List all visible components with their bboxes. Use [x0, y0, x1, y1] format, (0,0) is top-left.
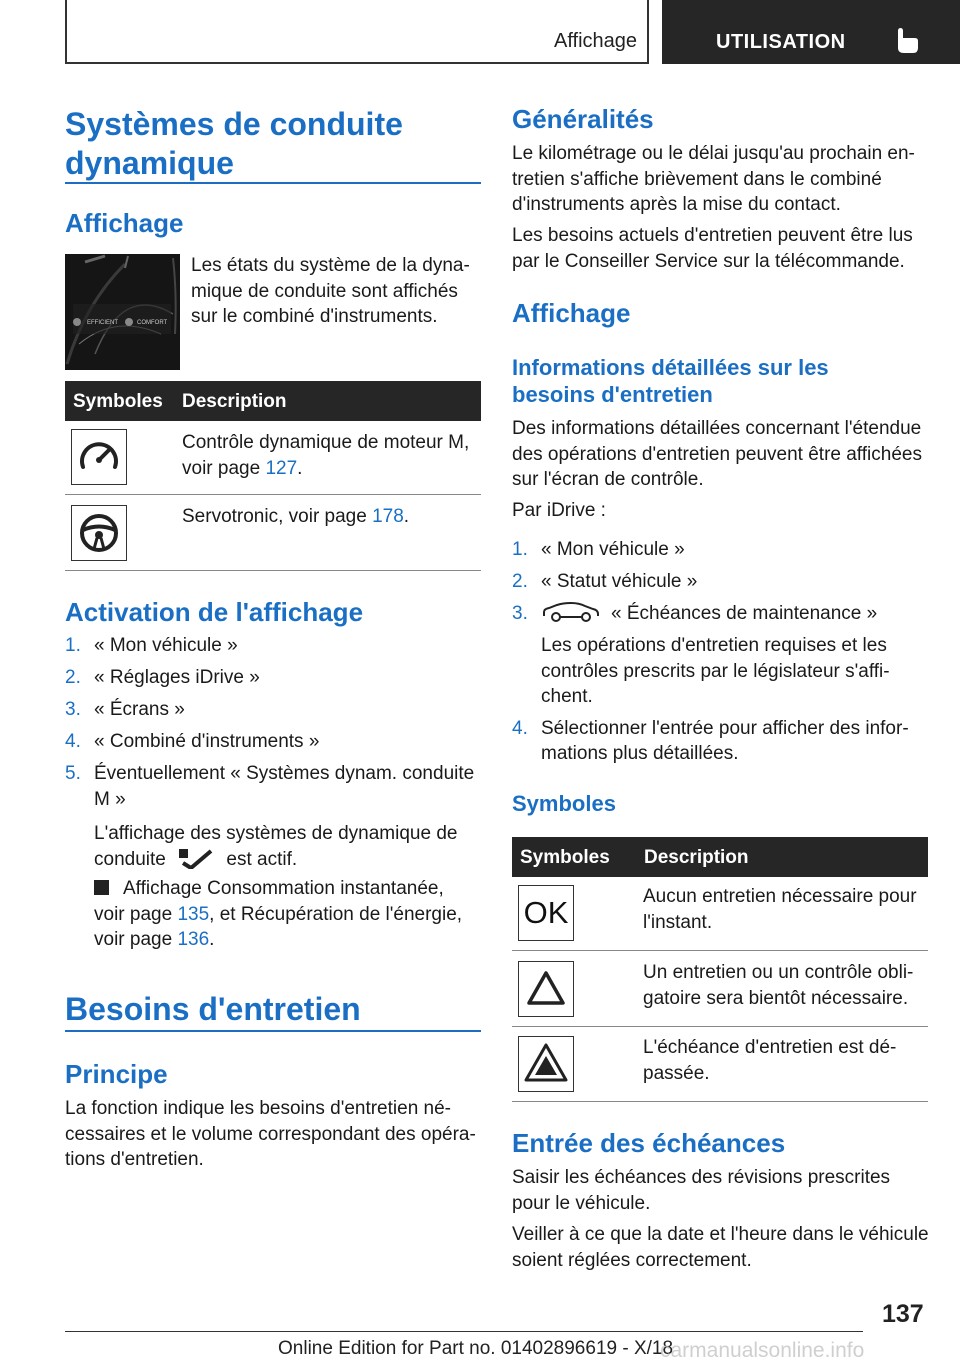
col-header-description: Description	[182, 391, 287, 412]
page-number: 137	[882, 1300, 924, 1328]
section-title-dynamic-systems	[65, 105, 481, 183]
list-item	[65, 761, 481, 812]
list-number: 3.	[65, 699, 81, 720]
text-fragment: .	[209, 929, 215, 950]
text-fragment: Affichage Consommation instantanée,	[123, 878, 444, 899]
list-text: « Mon véhicule »	[94, 635, 238, 656]
text-line: d'instruments après la mise du contact.	[512, 194, 841, 215]
text-line: Veiller à ce que la date et l'heure dans le véhicule	[512, 1224, 929, 1245]
list-item	[65, 633, 481, 665]
text-line: soient réglées correctement.	[512, 1249, 752, 1271]
list-text: M »	[94, 788, 126, 810]
deadlines-paragraph-1	[512, 1165, 932, 1216]
text-fragment: , et Récupération de l'énergie,	[209, 903, 463, 925]
text-line: gatoire sera bientôt nécessaire.	[643, 987, 909, 1009]
text-line: cessaires et le volume correspondant des opéra-	[65, 1123, 476, 1145]
list-number: 3.	[512, 603, 528, 624]
left-title-block	[65, 105, 481, 183]
table-divider	[65, 570, 481, 571]
table-divider	[65, 494, 481, 495]
step5-result	[94, 821, 480, 872]
text-fragment: .	[403, 506, 410, 527]
general-paragraph-1	[512, 141, 932, 218]
text-line: Un entretien ou un contrôle obli-	[643, 962, 914, 983]
display-heading-right: Affichage	[512, 298, 631, 328]
table-row-2-description	[182, 504, 480, 530]
deadlines-paragraph-2	[512, 1222, 932, 1273]
ok-icon-text: OK	[523, 895, 569, 930]
text-line: L'affichage des systèmes de dynamique de	[94, 823, 458, 844]
page-link-136[interactable]: 136	[177, 929, 210, 950]
title-line-1: Systèmes de conduite	[65, 106, 403, 142]
symbols-table-header	[65, 381, 481, 421]
text-line: L'échéance d'entretien est dé-	[643, 1037, 897, 1058]
display-heading: Affichage	[65, 208, 184, 238]
symbols-heading: Symboles	[512, 791, 616, 816]
footer-rule	[65, 1331, 863, 1332]
text-line: Contrôle dynamique de moteur M,	[182, 432, 470, 453]
cluster-label-efficient: EFFICIENT	[87, 320, 118, 326]
list-item	[512, 537, 932, 569]
principle-heading: Principe	[65, 1059, 168, 1089]
header-chapter-label: UTILISATION	[716, 31, 846, 53]
list-text: « Statut véhicule »	[541, 571, 698, 592]
table-row-1-description	[182, 430, 480, 481]
text-fragment: .	[297, 457, 303, 479]
text-fragment: conduite	[94, 848, 166, 870]
text-line: des opérations d'entretien peuvent être affichées	[512, 443, 922, 465]
text-line: mique de conduite sont affichés	[191, 280, 458, 302]
details-heading	[512, 354, 829, 408]
general-heading: Généralités	[512, 104, 654, 134]
watermark: carmanualsonline.info	[660, 1339, 865, 1362]
text-line: La fonction indique les besoins d'entretien né-	[65, 1098, 452, 1119]
symbol-row-2-description	[643, 960, 931, 1011]
page-link-178[interactable]: 178	[372, 506, 404, 527]
text-line: tretien s'affiche brièvement dans le combiné	[512, 168, 882, 190]
table-divider	[512, 1026, 928, 1027]
principle-text	[65, 1096, 481, 1173]
list-item	[65, 729, 481, 761]
list-item	[65, 665, 481, 697]
text-line: Le kilométrage ou le délai jusqu'au prochain en-	[512, 143, 915, 164]
col-header-symbols: Symboles	[73, 391, 163, 412]
text-line: Des informations détaillées concernant l'étendue	[512, 418, 922, 439]
list-text: mations plus détaillées.	[541, 743, 739, 764]
list-text: « Mon véhicule »	[541, 539, 685, 560]
footer-edition-text: Online Edition for Part no. 01402896619 - X/18	[278, 1338, 674, 1359]
text-line: chent.	[541, 686, 593, 707]
text-line: contrôles prescrits par le législateur s'affi-	[541, 660, 890, 682]
table-divider	[512, 950, 928, 951]
text-line: Les opérations d'entretien requises et les	[541, 635, 887, 656]
list-item	[512, 601, 932, 633]
maintenance-symbols-table-header	[512, 837, 928, 877]
text-line: Les besoins actuels d'entretien peuvent être lus	[512, 225, 913, 246]
dynamic-engine-control-icon	[71, 429, 127, 485]
text-line: pour le véhicule.	[512, 1192, 651, 1214]
steering-wheel-icon	[71, 505, 127, 561]
text-line: Informations détaillées sur les	[512, 355, 829, 380]
list-number: 5.	[65, 763, 81, 784]
text-line: par le Conseiller Service sur la télécommande.	[512, 250, 905, 272]
maintenance-title: Besoins d'entretien	[65, 991, 361, 1027]
activation-heading: Activation de l'affichage	[65, 597, 364, 627]
dynamic-mode-icon	[179, 849, 213, 869]
idrive-intro: Par iDrive :	[512, 500, 606, 521]
text-line: Saisir les échéances des révisions prescrites	[512, 1167, 891, 1188]
list-number: 4.	[65, 731, 81, 752]
text-fragment: voir page	[182, 457, 266, 479]
list-number: 4.	[512, 717, 528, 739]
table-divider	[512, 1101, 928, 1102]
col-header-description: Description	[644, 847, 749, 868]
display-description	[191, 253, 481, 330]
step3-sub	[512, 633, 932, 710]
text-fragment: Servotronic, voir page	[182, 506, 373, 527]
list-number: 1.	[65, 635, 81, 656]
deadlines-heading: Entrée des échéances	[512, 1128, 786, 1158]
text-line: sur l'écran de contrôle.	[512, 469, 704, 490]
title-line-2: dynamique	[65, 145, 234, 181]
text-line: l'instant.	[643, 911, 713, 933]
list-number: 2.	[512, 571, 528, 592]
details-text	[512, 416, 932, 493]
title-rule	[65, 1030, 481, 1032]
list-text: « Écrans »	[94, 699, 185, 720]
list-text: « Réglages iDrive »	[94, 667, 260, 688]
list-item	[65, 697, 481, 729]
list-number: 2.	[65, 667, 81, 688]
list-text: « Combiné d'instruments »	[94, 731, 320, 752]
note-block	[94, 876, 480, 953]
general-paragraph-2	[512, 223, 932, 274]
list-text: « Échéances de maintenance »	[611, 603, 878, 624]
symbol-row-1-description	[643, 884, 931, 935]
title-rule	[65, 182, 481, 184]
list-number: 1.	[512, 539, 528, 560]
text-fragment: voir page	[94, 903, 178, 925]
text-line: sur le combiné d'instruments.	[191, 306, 438, 327]
text-line: tions d'entretien.	[65, 1149, 204, 1170]
idrive-steps	[512, 537, 932, 767]
cluster-label-comfort: COMFORT	[137, 320, 168, 326]
list-text: Éventuellement « Systèmes dynam. conduite	[94, 763, 475, 784]
text-line: passée.	[643, 1062, 710, 1084]
warning-triangle-icon	[518, 961, 574, 1017]
header-section-title: Affichage	[554, 30, 638, 52]
list-text: Sélectionner l'entrée pour afficher des infor-	[541, 717, 909, 739]
ok-icon	[518, 885, 574, 941]
symbol-row-3-description	[643, 1035, 931, 1086]
header-chapter-tab	[662, 0, 960, 64]
text-line: Aucun entretien nécessaire pour	[643, 886, 917, 907]
note-square-icon	[94, 880, 109, 895]
car-service-icon	[541, 602, 601, 622]
page-link-135[interactable]: 135	[177, 903, 210, 925]
text-line: Les états du système de la dyna-	[191, 255, 470, 276]
overdue-triangle-icon	[518, 1036, 574, 1092]
list-item	[512, 716, 932, 767]
col-header-symbols: Symboles	[520, 847, 610, 868]
text-fragment: est actif.	[226, 848, 298, 870]
activation-steps	[65, 633, 481, 812]
text-line: besoins d'entretien	[512, 382, 713, 407]
text-fragment: voir page	[94, 929, 178, 950]
instrument-cluster-image	[65, 254, 180, 370]
page-link-127[interactable]: 127	[265, 457, 298, 479]
list-item	[512, 569, 932, 601]
hand-pointer-icon	[895, 26, 921, 54]
